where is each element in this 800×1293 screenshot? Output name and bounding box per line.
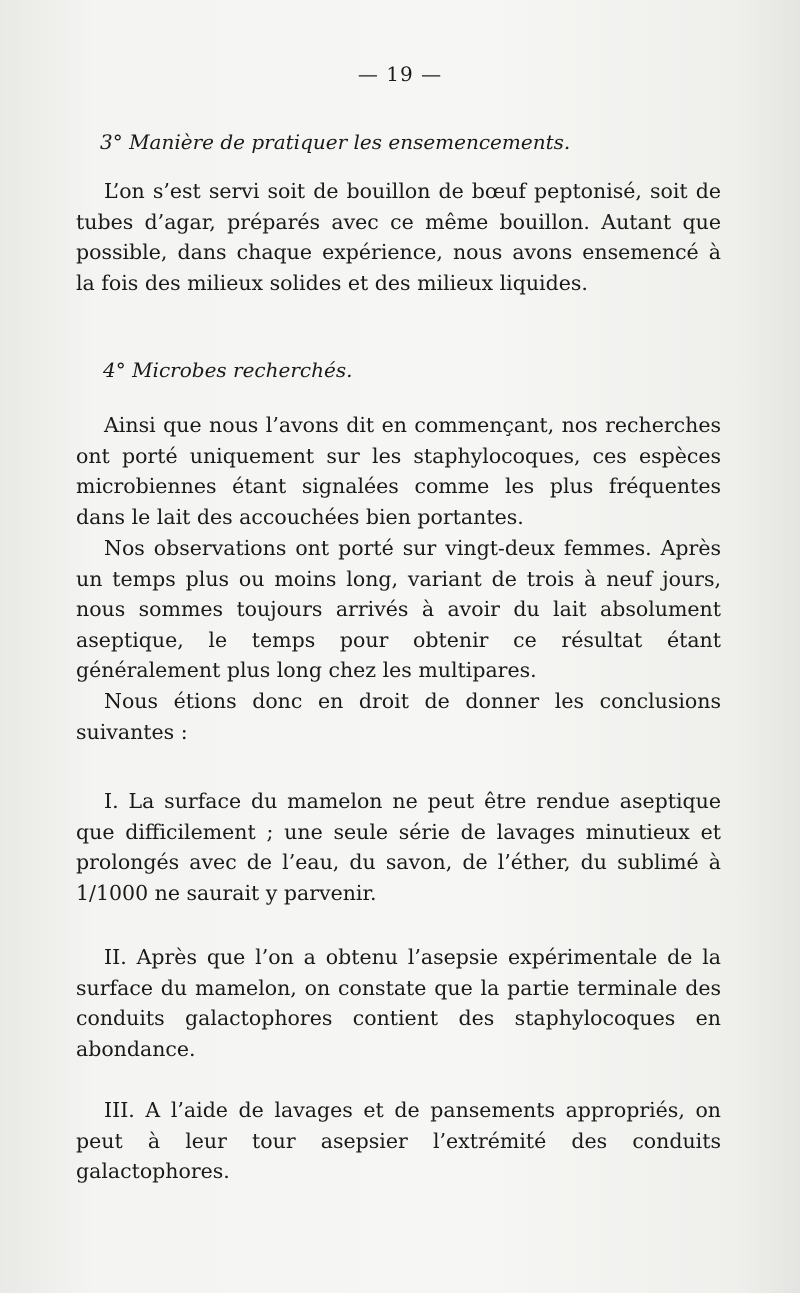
paragraph-conclusions-intro: Nous étions donc en droit de donner les conclusions suivantes :: [76, 689, 721, 744]
section-heading-3: 3° Manière de pratiquer les ensemencements.: [100, 130, 571, 154]
conclusion-2: II. Après que l’on a obtenu l’asepsie expérimentale de la surface du mamelon, on constate que la partie terminale des conduits galactophores contient des staphylocoques en abondance.: [76, 945, 721, 1061]
page-number: — 19 —: [357, 62, 443, 86]
section-heading-4: 4° Microbes recherchés.: [103, 358, 353, 382]
paragraph-staphylococci: Ainsi que nous l’avons dit en commençant, nos recherches ont porté uniquement sur les staphylocoques, ces espèces microbiennes étant signalées comme les plus fréquentes dans le lait des accouchées bien portantes.: [76, 413, 721, 529]
paragraph-observations: Nos observations ont porté sur vingt-deux femmes. Après un temps plus ou moins long, variant de trois à neuf jours, nous sommes toujours arrivés à avoir du lait absolument aseptique, le temps pour obtenir ce résultat étant généralement plus long chez les multipares.: [76, 536, 721, 682]
paragraph-culture-media: L’on s’est servi soit de bouillon de bœuf peptonisé, soit de tubes d’agar, préparés avec ce même bouillon. Autant que possible, dans chaque expérience, nous avons ensemencé à la fois des milieux solides et des milieux liquides.: [76, 179, 721, 295]
conclusion-1: I. La surface du mamelon ne peut être rendue aseptique que difficilement ; une seule série de lavages minutieux et prolongés avec de l’eau, du savon, de l’éther, du sublimé à 1/1000 ne saurait y parvenir.: [76, 789, 721, 905]
conclusion-3: III. A l’aide de lavages et de pansements appropriés, on peut à leur tour asepsier l’extrémité des conduits galactophores.: [76, 1098, 721, 1183]
